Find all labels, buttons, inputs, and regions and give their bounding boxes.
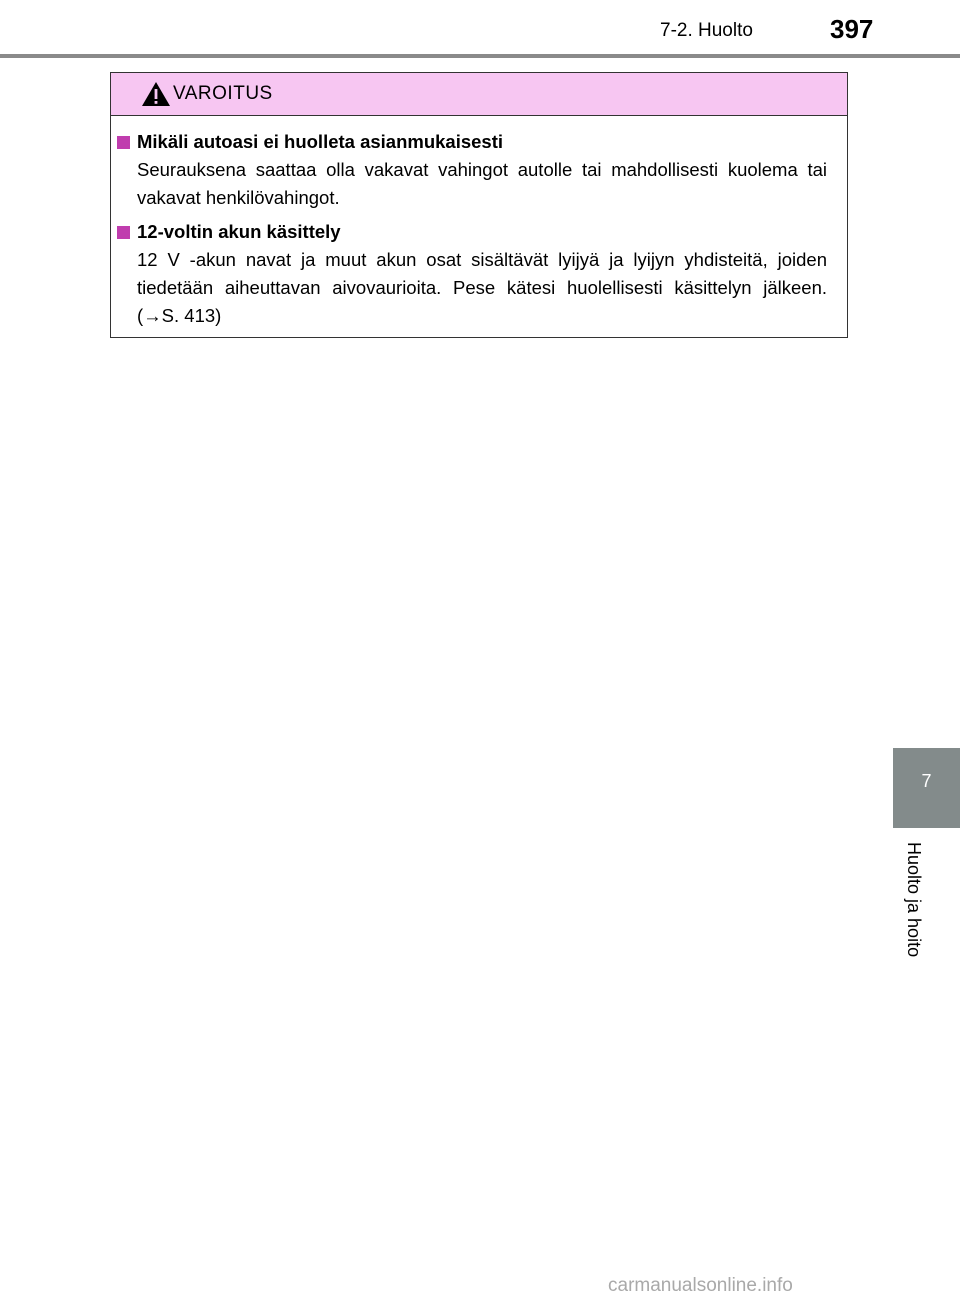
warning-triangle-icon: [141, 81, 171, 107]
chapter-tab-number: 7: [893, 748, 960, 828]
square-bullet-icon: [117, 136, 130, 149]
chapter-tab-label: Huolto ja hoito: [904, 842, 924, 958]
warning-box: [110, 72, 848, 338]
warning-section: [111, 128, 827, 212]
section-heading: 12-voltin akun käsittely: [137, 221, 341, 242]
warning-section: [111, 218, 827, 330]
header-rule: [0, 54, 960, 58]
section-heading-wrapper: [111, 128, 827, 156]
section-heading: Mikäli autoasi ei huolleta asianmukaisesti: [137, 131, 504, 152]
page-number: 397: [830, 14, 874, 44]
watermark: carmanualsonline.info: [608, 1275, 793, 1296]
section-text: Seurauksena saattaa olla vakavat vahingot autolle tai mahdollisesti kuolema tai vakavat henkilövahingot.: [137, 159, 827, 208]
warning-body: [111, 116, 847, 330]
square-bullet-icon: [117, 226, 130, 239]
warning-label: VAROITUS: [173, 83, 273, 104]
section-title: 7-2. Huolto: [660, 20, 753, 41]
section-heading-wrapper: [111, 218, 827, 246]
section-text: 12 V -akun navat ja muut akun osat sisältävät lyijyä ja lyijyn yhdisteitä, joiden tiedetään aiheuttavan aivovaurioita. Pese kätesi huolellisesti käsittelyn jälkeen. (→S. 413): [137, 249, 827, 326]
warning-header: [111, 73, 847, 116]
